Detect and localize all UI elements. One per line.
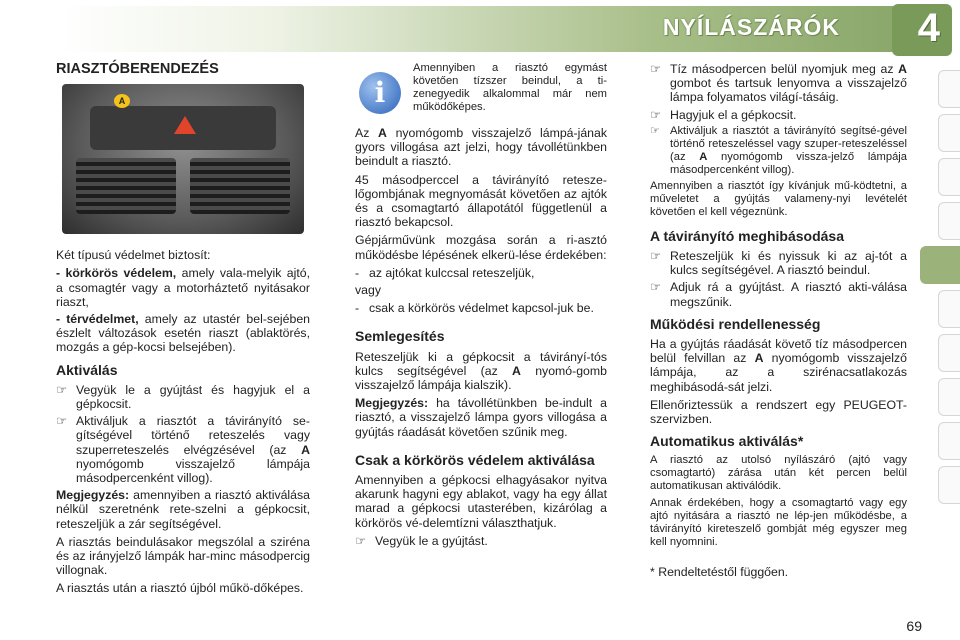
- protection-type-item: [56, 266, 310, 309]
- chapter-side-tabs: [938, 70, 960, 510]
- side-tab[interactable]: [938, 378, 960, 416]
- intro-text: Két típusú védelmet biztosít:: [56, 248, 211, 263]
- auto-activation-heading: Automatikus aktiválás*: [650, 433, 804, 450]
- type-text: amely vala-melyik ajtó, a csomagtér vagy a motorháztető nyitásakor riaszt,: [56, 266, 311, 309]
- malfunction-heading: Működési rendellenesség: [650, 315, 821, 332]
- pointing-hand-icon: ☞: [56, 414, 68, 429]
- pointing-hand-icon: ☞: [650, 107, 662, 122]
- note-paragraph: [355, 396, 607, 439]
- air-vent-right: [190, 158, 290, 214]
- failure-step: [650, 249, 907, 277]
- paragraph: 45 másodperccel a távirányító retesze-lőgombjának megnyomását követően az ajtók és a csomagtartó állapotától függetlenül a riasztó bekapcsol.: [355, 172, 607, 230]
- note-text: amennyiben a riasztó aktiválása nélkül szeretnénk rete-szelni a gépkocsit, reteszeljük a zár segítségével.: [56, 488, 310, 531]
- page-number: 69: [906, 618, 922, 634]
- pointing-hand-icon: ☞: [650, 62, 662, 76]
- chapter-number: 4: [917, 6, 940, 50]
- paragraph: Amennyiben a riasztót így kívánjuk mű-ködtetni, a műveletet a gyújtás valameny-nyi levételét követően el kell végeznünk.: [650, 179, 907, 218]
- paragraph: A riasztás beindulásakor megszólal a sziréna és az irányjelző lámpák har-minc másodpercig villognak.: [56, 534, 310, 578]
- button-ref: A: [898, 62, 907, 76]
- paragraph: Gépjárművünk mozgása során a ri-asztó működésbe lépésének elkerü-lése érdekében:: [355, 233, 607, 262]
- footnote: * Rendeltetéstől függően.: [650, 565, 789, 580]
- section-heading: RIASZTÓBERENDEZÉS: [56, 61, 219, 77]
- pointing-hand-icon: ☞: [650, 124, 661, 137]
- side-tab[interactable]: [938, 290, 960, 328]
- step-text: Reteszeljük ki és nyissuk ki az aj-tót a kulcs segítségével. A riasztó beindul.: [670, 249, 907, 278]
- activation-step: [56, 383, 310, 411]
- paragraph: Ellenőriztessük a rendszert egy PEUGEOT-szervizben.: [650, 397, 907, 427]
- paragraph: A riasztás után a riasztó újból műkö-dőképes.: [56, 581, 304, 596]
- perimeter-step: ☞ Tíz másodpercen belül nyomjuk meg az A gombot és tartsuk lenyomva a visszajelző lámpa folyamatos világí-tásáig.: [650, 62, 907, 105]
- note-paragraph: [56, 488, 310, 531]
- dash-item-text: az ajtókat kulccsal reteszeljük,: [369, 265, 535, 280]
- activation-step: [56, 414, 310, 485]
- note-label: Megjegyzés:: [56, 488, 130, 503]
- side-tab[interactable]: [938, 70, 960, 108]
- paragraph: Ha a gyújtás ráadását követő tíz másodpercen belül felvillan az A nyomógomb visszajelző lámpája, az a szirénacsatlakozás meghibásodá-sát jelzi.: [650, 337, 907, 394]
- step-text: Aktiváljuk a riasztót a távirányító se-gítségével történő reteszelés vagy szuperreteszelés elvégzésével (az: [76, 414, 310, 457]
- side-tab-active[interactable]: [920, 246, 960, 284]
- step-text: Adjuk rá a gyújtást. A riasztó akti-válása megszűnik.: [670, 280, 907, 309]
- paragraph: Az A nyomógomb visszajelző lámpá-jának gyors villogása azt jelzi, hogy távollétünkben beindult a riasztó.: [355, 126, 607, 169]
- side-tab[interactable]: [938, 158, 960, 196]
- step-text: Hagyjuk el a gépkocsit.: [670, 107, 797, 122]
- type-label: - térvédelmet,: [56, 312, 139, 327]
- neutralize-heading: Semlegesítés: [355, 328, 445, 345]
- button-ref: A: [699, 150, 708, 163]
- button-ref: A: [512, 363, 521, 378]
- column-3: [650, 62, 907, 584]
- paragraph: Annak érdekében, hogy a csomagtartó vagy egy ajtó nyitására a riasztó ne lép-jen működésbe, a távirányító kireteszelő gombját még egyszer meg kell nyomnini.: [650, 497, 907, 549]
- dash-item: - csak a körkörös védelmet kapcsol-juk be.: [355, 301, 607, 315]
- info-box: [355, 62, 607, 114]
- protection-type-item: [56, 312, 310, 355]
- note-text: ha távollétünkben be-indult a riasztó, a visszajelző lámpa gyors villogása a gyújtás ráadását követően szűnik meg.: [355, 396, 607, 439]
- button-ref: A: [754, 351, 764, 366]
- perimeter-step: ☞ Aktiváljuk a riasztót a távirányító segítsé-gével történő reteszeléssel vagy szuper-reteszeléssel (az A nyomógomb vissza-jelző lámpája másodpercenként villog).: [650, 124, 907, 176]
- perimeter-step: [355, 534, 607, 548]
- side-tab[interactable]: [938, 334, 960, 372]
- dash-item-text: csak a körkörös védelmet kapcsol-juk be.: [369, 301, 594, 316]
- alarm-button-photo: [62, 84, 304, 234]
- paragraph: Reteszeljük ki a gépkocsit a távirányí-tós kulcs segítségével (az A nyomó-gomb visszajelző lámpája kialszik).: [355, 349, 607, 393]
- chapter-title: NYÍLÁSZÁRÓK: [662, 14, 840, 40]
- side-tab[interactable]: [938, 466, 960, 504]
- dash-item: - az ajtókat kulccsal reteszeljük,: [355, 266, 607, 280]
- activation-step-text: Vegyük le a gyújtást és hagyjuk el a gépkocsit.: [76, 382, 310, 412]
- note-label: Megjegyzés:: [355, 396, 429, 411]
- pointing-hand-icon: ☞: [56, 382, 68, 397]
- activation-heading: Aktiválás: [56, 361, 118, 378]
- or-text: vagy: [355, 283, 381, 298]
- step-text: Vegyük le a gyújtást.: [375, 533, 488, 548]
- column-1: [56, 62, 310, 600]
- page-header: [0, 0, 960, 58]
- type-label: - körkörös védelem,: [56, 266, 177, 281]
- step-text: nyomógomb visszajelző lámpája másodpercenként villog).: [76, 456, 310, 486]
- button-ref: A: [301, 442, 310, 457]
- side-tab[interactable]: [938, 114, 960, 152]
- pointing-hand-icon: ☞: [650, 280, 662, 295]
- failure-step: [650, 280, 907, 308]
- info-text: Amennyiben a riasztó egymást követően tízszer beindul, a ti-zenegyedik alkalommal már nem működőképes.: [413, 62, 607, 113]
- button-a-label: A: [114, 94, 130, 108]
- column-2: [355, 62, 607, 551]
- pointing-hand-icon: ☞: [650, 249, 662, 264]
- pointing-hand-icon: ☞: [355, 533, 367, 548]
- side-tab[interactable]: [938, 422, 960, 460]
- hazard-triangle-icon: [174, 116, 196, 134]
- perimeter-step: [650, 108, 907, 122]
- air-vent-left: [76, 158, 176, 214]
- side-tab[interactable]: [938, 202, 960, 240]
- type-text: amely az utastér bel-sejében észlelt változások esetén riaszt (ablaktörés, mozgás a gép-kocsi belsejében).: [56, 312, 310, 355]
- info-icon: i: [359, 72, 401, 114]
- paragraph: Amennyiben a gépkocsi elhagyásakor nyitva akarunk hagyni egy ablakot, vagy ha egy állat marad a gépkocsi utasterében, kizárólag a körkörös vé-delemtízni választhatjuk.: [355, 473, 607, 530]
- perimeter-heading: Csak a körkörös védelem aktiválása: [355, 451, 595, 468]
- button-ref: A: [378, 126, 387, 140]
- remote-failure-heading: A távirányító meghibásodása: [650, 227, 844, 244]
- paragraph: A riasztó az utolsó nyílászáró (ajtó vagy csomagtartó) zárása után két percen belül automatikusan aktiválódik.: [650, 454, 907, 493]
